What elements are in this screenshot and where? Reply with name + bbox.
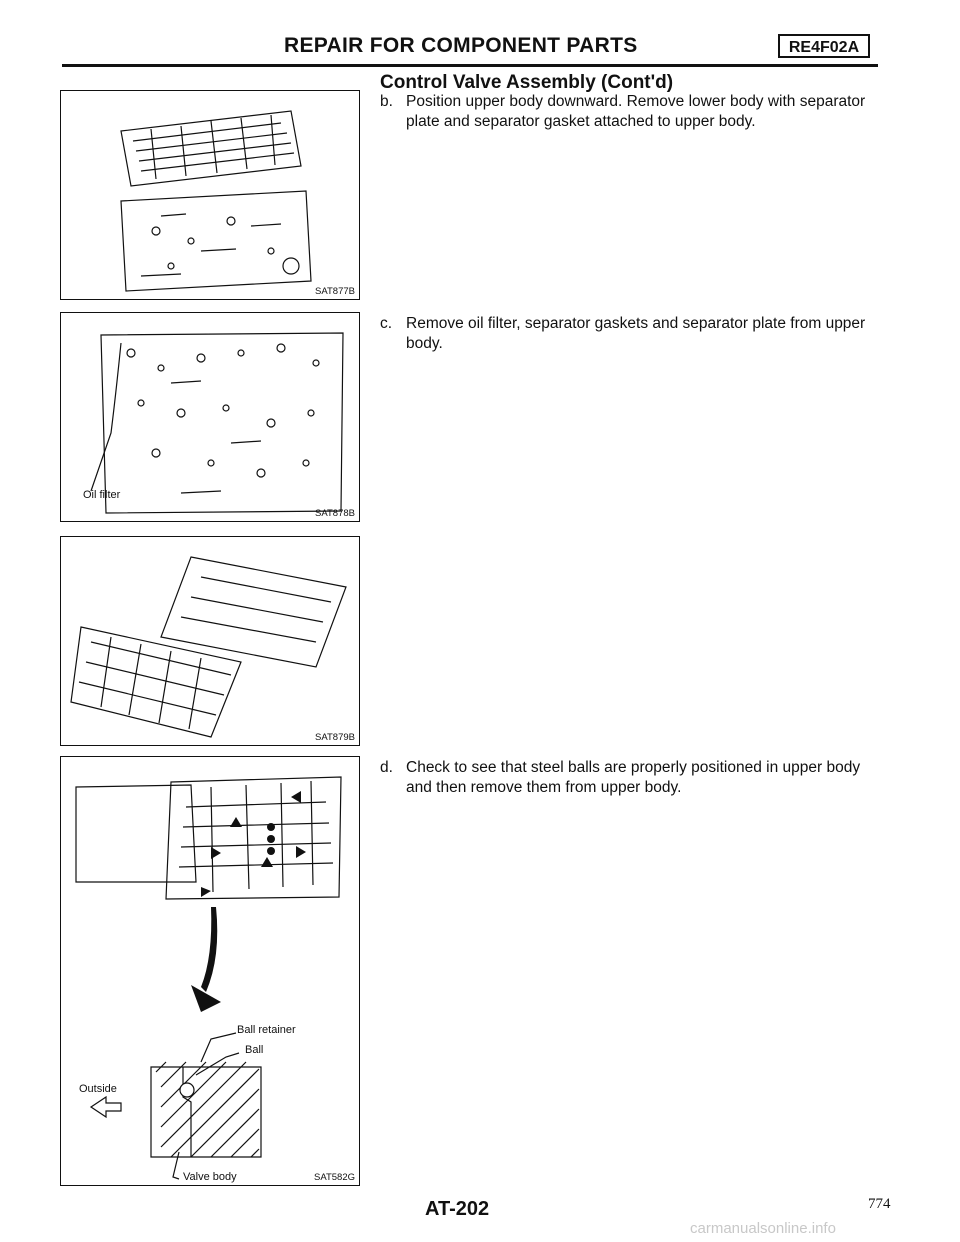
watermark-text: carmanualsonline.info — [690, 1220, 836, 1237]
valve-body-drawing — [61, 91, 359, 299]
figure-upper-lower-body — [60, 90, 360, 300]
step-text: Check to see that steel balls are properly positioned in upper body and then remove them from upper body. — [406, 759, 861, 796]
section-title: Control Valve Assembly (Cont'd) — [380, 72, 674, 93]
model-badge: RE4F02A — [778, 34, 870, 58]
figure-oil-filter — [60, 312, 360, 522]
figure-code: SAT879B — [315, 732, 355, 743]
step-letter: c. — [380, 315, 393, 332]
step-text: Position upper body downward. Remove lower body with separator plate and separator gasket attached to upper body. — [406, 93, 866, 130]
separated-bodies-drawing — [61, 537, 359, 745]
header-rule — [62, 64, 878, 67]
figure-separated-bodies — [60, 536, 360, 746]
step-letter: d. — [380, 759, 393, 776]
page-number: AT-202 — [425, 1198, 490, 1220]
steel-balls-drawing — [61, 757, 359, 1185]
figure-code: SAT878B — [315, 508, 355, 519]
figure-code: SAT582G — [313, 1172, 355, 1183]
figure-code: SAT877B — [315, 286, 355, 297]
ball-label: Ball — [245, 1044, 264, 1056]
outside-label: Outside — [79, 1083, 117, 1095]
valve-body-label: Valve body — [183, 1171, 237, 1183]
oil-filter-label: Oil filter — [83, 489, 121, 501]
figure-steel-balls — [60, 756, 360, 1186]
page-header — [62, 30, 878, 66]
step-text: Remove oil filter, separator gaskets and separator plate from upper body. — [406, 315, 866, 352]
header-title: REPAIR FOR COMPONENT PARTS — [284, 34, 638, 57]
ball-retainer-label: Ball retainer — [237, 1024, 296, 1036]
page-total: 774 — [868, 1196, 891, 1212]
step-letter: b. — [380, 93, 393, 110]
